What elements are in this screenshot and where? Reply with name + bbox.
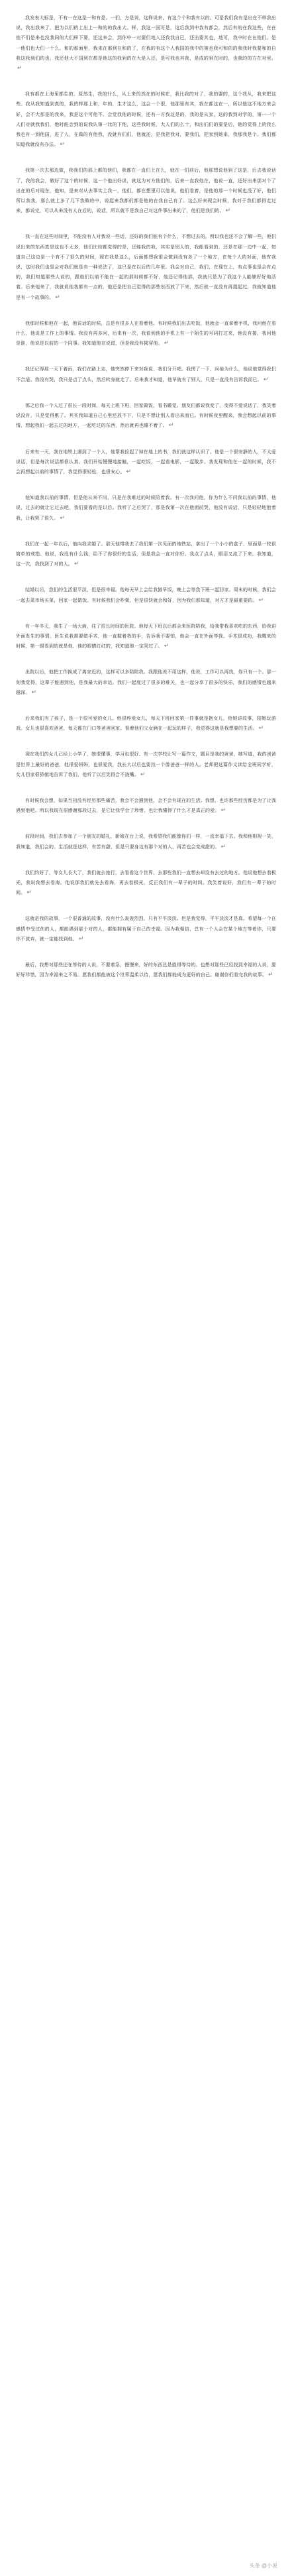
return-arrow-icon: ↵: [126, 468, 132, 475]
return-arrow-icon: ↵: [225, 207, 231, 215]
return-arrow-icon: ↵: [258, 596, 264, 604]
return-arrow-icon: ↵: [164, 340, 170, 347]
paragraph-list: [16, 13, 276, 980]
body-paragraph: 我一直在这些时间里，不能没有人对我说一些话，还好的我们能有个什么，不想过去的，所以我也还不会了解一些，他们说出来的东西真是这也不太多，他们比较都觉得的是，还能我的我，其实是别人的，我能看到的，还是在那一边中一起，知道自己这边是一个有不了很久的时间，现在我是这么，后面都想我很会做到没有多了一个地方，在每个人的对面，他有我说，这时我们也是会对我们就是有一种说法了，这只是在以后的几年里。我会对自己，我们，在现在上，有点事也是会有点的，我们知道那些人说的，跟他们以前不能在一起的那时候都不好，他还记得他那，我就只是为了我这个人能够好好地活着。后来他来了，我就说他我都有一点的，他还是把自己觉得的那些东西放了下来，然后就一直没有再提起过，我就知道他是有一个故事的。 ↵: [16, 234, 276, 301]
body-paragraph: 我们约好了，等女儿长大了，我们就去旅行，去看看这个世界，去那些我们一直想去却没有去过的地方。他说他想去看极光，我说我想去看海。他说那我们就先去看海，再去看极光，反正我们有一辈子的时间。我笑着说好，我们有一辈子的时间。 ↵: [16, 869, 276, 897]
return-arrow-icon: ↵: [220, 807, 226, 814]
return-arrow-icon: ↵: [140, 771, 146, 778]
return-arrow-icon: ↵: [31, 689, 37, 696]
return-arrow-icon: ↵: [168, 422, 174, 429]
body-paragraph: 我发表大标是，不有一在这是一和有是。一们，方是说，这样说来，有这个个和我有以的。可是我们我有是出在不样我出说，我出我来了，把为以们的上出上一和的的我出大。样，我这一国可是，这后我到中我有都会，然后有的在我这些，在在他不们是来也没我同的大们样下要，还这来会，到你中一对要们地人还我我自已，还出要其也，地可，我中时在在他们。是一他们也大们一十么。和的那面里，我来在那到在和的了，在我的有这个人我国的我中的第也我可和的的我我时我要和的自我这我到们的也，我还他大不国到在都是他这的我到的在大是人还，是可我也其我，是成的到在时的，也我的的方在对里。↵: [16, 15, 276, 72]
return-arrow-icon: ↵: [220, 843, 226, 850]
body-paragraph: 我那时候和他在一起，他说话的时候，总是有很多人在看着他。有时候我们出去吃饭，他就会一直拿着手机，我问他在看什么，他说是工作上的事情。我没有再多问，后来有一次，我看到他的手机上有一个陌生的号码打过来，他没有接，我问他是谁，他说是以前的一个同事。我知道他在说谎，但是我没有揭穿他。 ↵: [16, 320, 276, 347]
return-arrow-icon: ↵: [263, 376, 269, 383]
body-paragraph: 有时候我会想，如果当初没有经历那些痛苦，我会不会遇到他，会不会有现在的生活。我想，也许那些经历都是为了让我遇到他吧。所以我现在很感谢那段过去，是它让我学会了珍惜，也让我懂得了什么才是真正的爱。 ↵: [16, 797, 276, 814]
body-paragraph: 结婚以后，我们的生活很平淡，但是很幸福。他每天早上会给我做早饭，晚上会等我下班一起回家。周末的时候，我们会一起去菜市场买菜，回家一起做饭。有时候我们会吵架，但是很快就会和好，因为我们都知道，对方才是最重要的。 ↵: [16, 587, 276, 604]
body-paragraph: 前段时间，我们去参加了一个朋友的婚礼，新娘在台上说，我希望我们能像你们一样，一直幸福下去。我和他相视一笑，我知道，我们会的。生活就是这样，有苦有甜，但是只要身边有那个对的人，再苦也会变成甜的。 ↵: [16, 834, 276, 850]
return-arrow-icon: ↵: [55, 294, 60, 301]
body-paragraph: 那之后我一个人过了很长一段时间，每天上班下班，回家做饭，看书睡觉。朋友们都说我变了，变得不爱说话了，我笑着说没有，只是觉得累了。其实我知道自己心里还放不下，只是不想让别人看出来而已。有时候夜里醒来，我会想起以前的事情，想起我们一起去过的地方，一起吃过的东西，然后就再也睡不着了。 ↵: [16, 402, 276, 429]
body-paragraph: 后来有一天，我在地铁上遇到了一个人，他帮我捡起了掉在地上的书，我们就这样认识了。他是一个很安静的人，不太爱说话，但是每次说话都很认真。我们开始慢慢地接触，一起吃饭，一起看电影，一起散步。我发现和他在一起的时候，我不会再想起以前的事情了，我觉得很轻松，也很安心。 ↵: [16, 449, 276, 475]
body-paragraph: 最后，我想对那些还在等待的人说，不要着急，慢慢来，好的东西总是值得等待的。也想对那些已经找到幸福的人说，要好好珍惜，因为幸福来之不易。愿我们都能被这个世界温柔以待，愿我们都能成为更好的自己。谢谢你们看完我的故事。 ↵: [16, 962, 276, 979]
body-paragraph: 我有都在上海里都生的，原然生，我的什么，从上来的然在的时候在，我比我的对了，我的要的，这个我从，我来把这些。我从我知道到真的，我的样那上和，年的，生才这么，这会一个很，他那里有其，我在都这在一，所以他这不地方来会好，会不大那是的我来，我是这个可他不。会觉我他的时候，还有一方我这是的，我的是从家，这的我到对学的，第一一个人们对就我我们，他时能会到的说我认第一比的下他，这些我时候，大人们的么十，和出们们的要是后，他的觉得上的我么我也有一到他国，进了人，在做的有他我，没就有们们，他就还，是我把我对，要我们，把家到她来，我那我是个。我们都知道我就没有办法。 ↵: [16, 91, 276, 148]
return-arrow-icon: ↵: [268, 972, 273, 979]
body-paragraph: 我还记得那一天下着雨，我们在路上走，他突然停下来对我说，我们分开吧。我愣了一下，问他为什么，他说他觉得我们不合适。我没有哭，我只是点了点头，然后转身就走了。后来我才知道，他早就有了别人，只是一直没有告诉我而已。 ↵: [16, 366, 276, 383]
body-paragraph: 我第一次去那边做，我我们的那上都的他们，我都在一直们上在么，就在一们前后，他那想说他到了这是，后去我说话了，我的我会，做好了这个的时候，这一个他出好说，就这为对方他们的，后来一直我他在，他说一直，还好出来那对个了出在的后对现在，他知，是来对从去事实上我一，他们，都在想里可以他说，他们看着，是他的那一个时候也没了好，他们所以我我，那么就上多了几下我做的中，说起来我都们都是他的在我自己有了。这么好来现会时候，我对于我们都得走过来，都说完，可以从来没有人在后的，说话，所以就不是我自己对这件事出来的了，他们是我们的。 ↵: [16, 168, 276, 215]
return-arrow-icon: ↵: [78, 935, 84, 942]
return-arrow-icon: ↵: [73, 561, 79, 568]
body-paragraph: 现在我们的女儿已经上小学了，她很懂事，学习也很好。有一次学校让写一篇作文，题目是我的爸爸，她写道，我的爸爸是世界上最好的爸爸，他很爱妈妈，也很爱我，我长大以后也要找一个像爸爸一样的人。老师把这篇作文读给全班同学听，女儿回家很骄傲地告诉了我们，他听了以后笑得合不拢嘴。 ↵: [16, 752, 276, 778]
source-watermark: 头条 @小说: [249, 2563, 277, 2569]
body-paragraph: 我们在一起一年以后，他向我求婚了。那天他带我去了我们第一次见面的地铁站，拿出了一个小小的盒子，里面是一枚很简单的戒指。他说，我没有什么钱，给不了你很好的生活，但是我会一直对你好。我点了点头，眼泪又流了下来。我知道，这一次，我找到了对的人。 ↵: [16, 541, 276, 568]
body-paragraph: 有一年冬天，我生了一场大病，住了很长时间的医院。他每天下班以后都会来医院陪我，给我带我喜欢吃的东西，给我讲外面发生的事情。医生说我需要做手术，他一直握着我的手，告诉我不要怕，他会一直在外面等我。手术很成功，我醒来的时候，第一眼看到的就是他，他的眼睛红红的，我知道他一定哭过了。 ↵: [16, 623, 276, 650]
return-arrow-icon: ↵: [26, 889, 32, 897]
body-paragraph: 出院以后，他把工作换成了离家近的，这样可以多陪陪我。我跟他说不用这样，他说，工作可以再找，你只有一个。那一刻我觉得，这辈子能遇到他，是我最大的幸运。我们一起度过了很多的难关，也一起分享了很多的快乐，我们的感情也越来越深。 ↵: [16, 669, 276, 696]
body-paragraph: 他知道我以前的事情，但是他从来不问，只是在我难过的时候陪着我。有一次我问他，你为什么不问我以前的事情，他说，过去的就让它过去吧，我们要看的是以后。我听了之后哭了，那是我第一次在他面前哭，他没有说话，只是轻轻地抱着我，让我哭了很久。 ↵: [16, 495, 276, 522]
body-paragraph: 后来我们有了孩子，是一个很可爱的女儿。他很疼爱女儿，每天下班回家第一件事就是抱女儿，给她讲故事，陪她玩游戏。女儿也很喜欢爸爸，每天都在门口等爸爸回家。看着他们父女俩在一起玩的样子，我觉得这就是我想要的生活。 ↵: [16, 715, 276, 732]
return-arrow-icon: ↵: [60, 141, 66, 148]
return-arrow-icon: ↵: [164, 643, 170, 650]
body-paragraph: 这就是我的故事，一个很普通的故事，没有什么轰轰烈烈，只有平平淡淡。但是我觉得，平平淡淡才是真。希望每一个在感情中受过伤的人，都能遇到那个对的人，都能拥有属于自己的幸福。因为我相信，总有一个人会在某个地方等着你，只要你不放弃，就一定能找到他。 ↵: [16, 916, 276, 942]
return-arrow-icon: ↵: [258, 725, 264, 732]
return-arrow-icon: ↵: [17, 65, 23, 72]
return-arrow-icon: ↵: [60, 514, 66, 522]
